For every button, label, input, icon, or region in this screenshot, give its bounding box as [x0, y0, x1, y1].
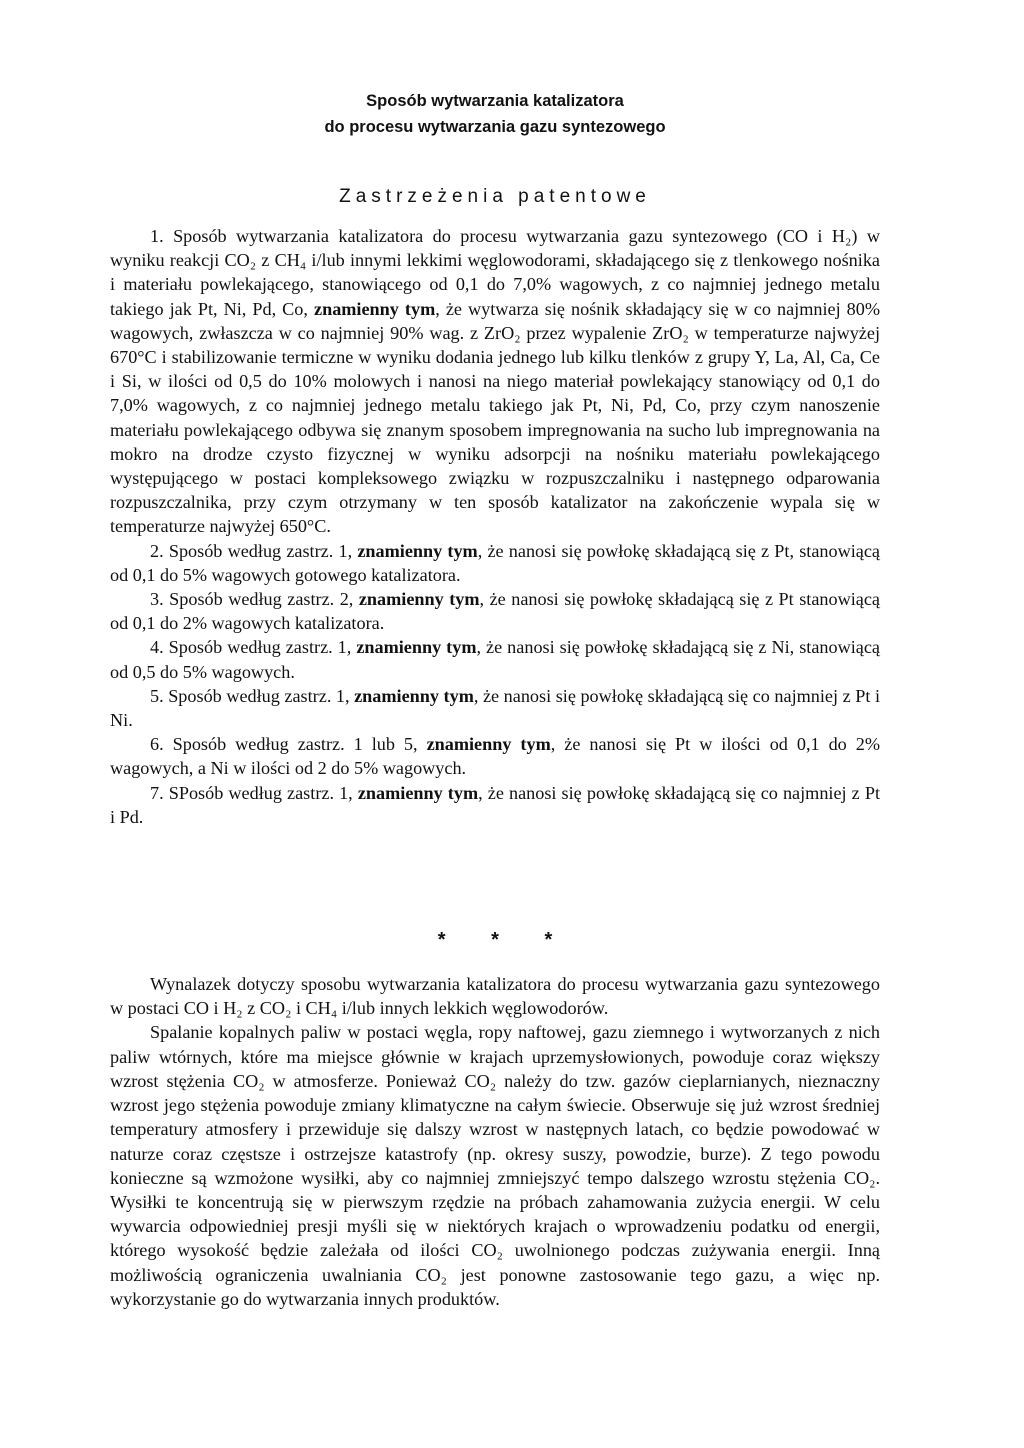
claim-6: 6. Sposób według zastrz. 1 lub 5, znamienny tym, że nanosi się Pt w ilości od 0,1 do 2% wagowych, a Ni w ilości od 2 do 5% wagowych.: [110, 734, 880, 779]
claims-heading: Zastrzeżenia patentowe: [339, 186, 651, 207]
claim-4: 4. Sposób według zastrz. 1, znamienny tym, że nanosi się powłokę składającą się z Ni, stanowiącą od 0,5 do 5% wagowych.: [110, 637, 880, 682]
claim-7: 7. SPosób według zastrz. 1, znamienny tym, że nanosi się powłokę składającą się co najmniej z Pt i Pd.: [110, 782, 881, 827]
title-line-2: do procesu wytwarzania gazu syntezowego: [324, 118, 666, 136]
claim-3: 3. Sposób według zastrz. 2, znamienny tym, że nanosi się powłokę składającą się z Pt stanowiącą od 0,1 do 2% wagowych katalizatora.: [110, 589, 881, 634]
claim-4-marker: znamienny tym: [356, 637, 477, 658]
title-line-1: Sposób wytwarzania katalizatora: [366, 92, 624, 110]
document-title: [110, 88, 880, 140]
claim-3-marker: znamienny tym: [358, 589, 480, 610]
document-page: [110, 88, 880, 1311]
claims-section: [110, 224, 880, 829]
description-section: [110, 972, 880, 1311]
claim-5-marker: znamienny tym: [354, 685, 474, 706]
claim-5: 5. Sposób według zastrz. 1, znamienny tym, że nanosi się powłokę składającą się co najmniej z Pt i Ni.: [110, 685, 880, 731]
claim-7-marker: znamienny tym: [357, 782, 479, 803]
claim-2-marker: znamienny tym: [357, 540, 478, 561]
claim-1-marker: znamienny tym: [314, 298, 436, 319]
section-separator: * * *: [437, 929, 573, 952]
claim-6-marker: znamienny tym: [426, 734, 551, 755]
description-paragraph-1: Wynalazek dotyczy sposobu wytwarzania katalizatora do procesu wytwarzania gazu syntezowego w postaci CO i H₂ z CO₂ i CH₄ i/lub innych lekkich węglowodorów.: [110, 974, 880, 1019]
claim-2: 2. Sposób według zastrz. 1, znamienny tym, że nanosi się powłokę składającą się z Pt, stanowiącą od 0,1 do 5% wagowych gotowego katalizatora.: [110, 540, 881, 585]
claim-1: 1. Sposób wytwarzania katalizatora do procesu wytwarzania gazu syntezowego (CO i H₂) w wyniku reakcji CO₂ z CH₄ i/lub innymi lekkimi węglowodorami, składającego się z tlenkowego nośnika i materiału powlekającego, stanowiącego od 0,1 do 7,0% wagowych, z co najmniej jednego metalu takiego jak Pt, Ni, Pd, Co, znamienny tym, że wytwarza się nośnik składający się w co najmniej 80% wagowych, zwłaszcza w co najmniej 90% wag. z ZrO₂ przez wypalenie ZrO₂ w temperaturze najwyżej 670°C i stabilizowanie termiczne w wyniku dodania jednego lub kilku tlenków z grupy Y, La, Al, Ca, Ce i Si, w ilości od 0,5 do 10% molowych i nanosi na niego materiał powlekający stanowiący od 0,1 do 7,0% wagowych, z co najmniej jednego metalu takiego jak Pt, Ni, Pd, Co, przy czym nanoszenie materiału powlekającego odbywa się znanym sposobem impregnowania na sucho lub impregnowania na mokro na drodze czysto fizycznej w wyniku adsorpcji na nośniku materiału powlekającego występującego w postaci kompleksowego związku w rozpuszczalniku i następnego odparowania rozpuszczalnika, przy czym otrzymany w ten sposób katalizator na zakończenie wypala się w temperaturze najwyżej 650°C.: [110, 226, 881, 537]
description-paragraph-2: Spalanie kopalnych paliw w postaci węgla, ropy naftowej, gazu ziemnego i wytworzanych z nich paliw wtórnych, które ma miejsce głównie w krajach uprzemysłowionych, powoduje coraz większy wzrost stężenia CO₂ w atmosferze. Ponieważ CO₂ należy do tzw. gazów cieplarnianych, nieznaczny wzrost jego stężenia powoduje zmiany klimatyczne na całym świecie. Obserwuje się już wzrost średniej temperatury atmosfery i przewiduje się dalszy wzrost w następnych latach, co będzie powodować w naturze coraz częstsze i ostrzejsze katastrofy (np. okresy suszy, powodzie, burze). Z tego powodu konieczne są wzmożone wysiłki, aby co najmniej zmniejszyć tempo dalszego wzrostu stężenia CO₂. Wysiłki te koncentrują się w pierwszym rzędzie na próbach zahamowania zużycia energii. W celu wywarcia odpowiedniej presji myśli się w niektórych krajach o wprowadzeniu podatku od energii, którego wysokość będzie zależała od ilości CO₂ uwolnionego podczas zużywania energii. Inną możliwością ograniczenia uwalniania CO₂ jest ponowne zastosowanie tego gazu, a więc np. wykorzystanie go do wytwarzania innych produktów.: [110, 1022, 880, 1309]
